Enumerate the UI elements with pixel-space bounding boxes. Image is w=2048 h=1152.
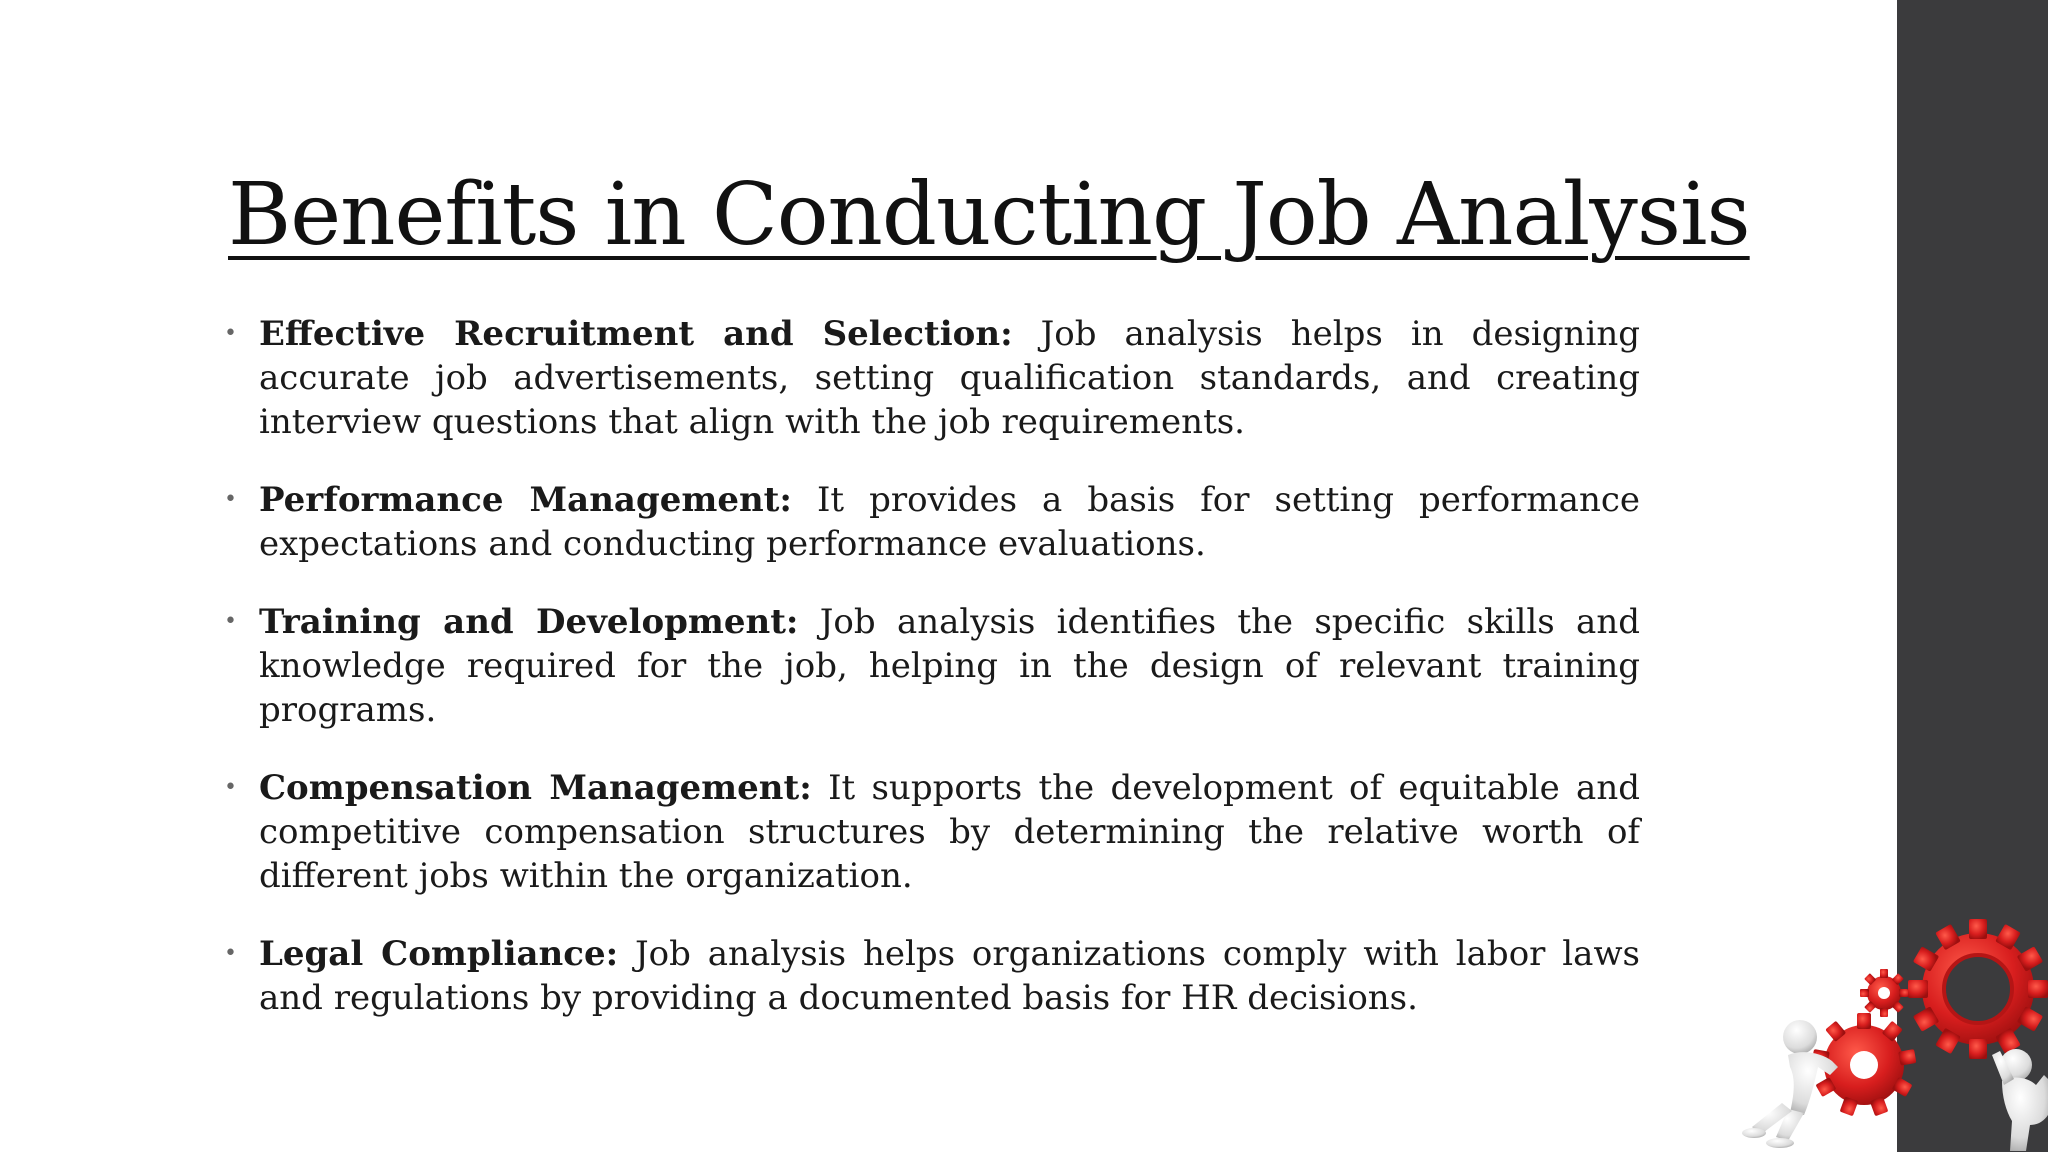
bullet-item — [220, 478, 1640, 566]
bullet-item — [220, 932, 1640, 1020]
gears-with-figures-icon — [1730, 915, 2048, 1152]
bullet-text: It provides a basis for setting performance expectations and conducting performance evaluations. — [259, 480, 1641, 564]
bullet-dot-icon: • — [224, 487, 237, 512]
bullet-term: Legal Compliance: — [259, 934, 619, 974]
bullet-text: It supports the development of equitable and competitive compensation structures by determining the relative worth of different jobs within the organization. — [259, 768, 1640, 896]
bullet-item — [220, 766, 1640, 898]
bullet-text: Job analysis identifies the specific skills and knowledge required for the job, helping in the design of relevant training programs. — [259, 602, 1640, 730]
bullet-dot-icon: • — [224, 775, 237, 800]
bullet-dot-icon: • — [224, 609, 237, 634]
bullet-item — [220, 312, 1640, 444]
bullet-term: Performance Management: — [259, 480, 792, 520]
figure-lifting-icon — [1992, 1049, 2048, 1151]
bullet-text: Job analysis helps in designing accurate job advertisements, setting qualification standards, and creating interview questions that align with the job requirements. — [259, 314, 1640, 442]
bullet-term: Training and Development: — [259, 602, 799, 642]
small-gear-icon — [1860, 969, 1908, 1017]
bullet-list — [220, 312, 1640, 1054]
bullet-dot-icon: • — [224, 321, 237, 346]
slide-title: Benefits in Conducting Job Analysis — [228, 165, 1750, 265]
large-gear-icon — [1908, 919, 2048, 1059]
bullet-item — [220, 600, 1640, 732]
bullet-dot-icon: • — [224, 941, 237, 966]
bullet-term: Compensation Management: — [259, 768, 812, 808]
bullet-term: Effective Recruitment and Selection: — [259, 314, 1013, 354]
bullet-text: Job analysis helps organizations comply with labor laws and regulations by providing a documented basis for HR decisions. — [259, 934, 1641, 1018]
